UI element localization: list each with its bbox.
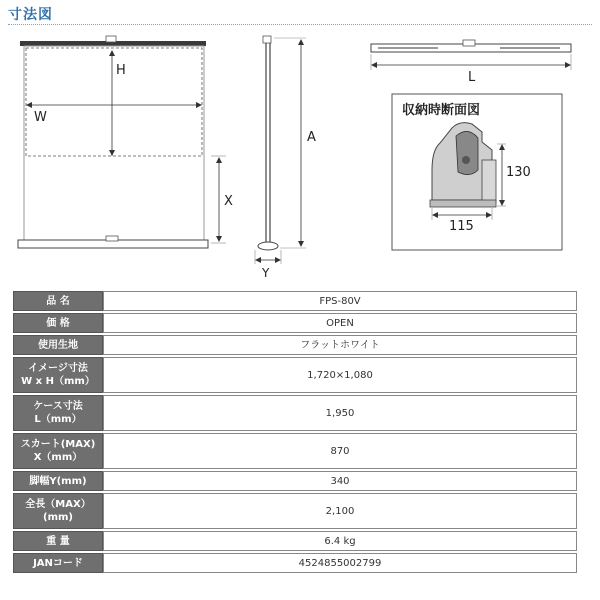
table-row xyxy=(13,313,577,333)
inset-title: 収納時断面図 xyxy=(402,103,481,118)
row-label: ケース寸法 L（mm） xyxy=(13,395,103,431)
table-row xyxy=(13,433,577,469)
row-label: 品 名 xyxy=(13,291,103,311)
table-row xyxy=(13,357,577,393)
table-row xyxy=(13,291,577,311)
table-row xyxy=(13,335,577,355)
row-label: 脚幅Y(mm) xyxy=(13,471,103,491)
dimension-drawing xyxy=(0,0,600,290)
top-hook xyxy=(106,36,116,42)
row-value: 1,950 xyxy=(103,395,577,431)
label-x: X xyxy=(224,194,233,209)
row-value: 340 xyxy=(103,471,577,491)
row-value: FPS-80V xyxy=(103,291,577,311)
inset-height-label: 130 xyxy=(506,165,531,180)
row-value: 6.4 kg xyxy=(103,531,577,551)
label-a: A xyxy=(307,130,316,145)
table-row xyxy=(13,493,577,529)
label-h: H xyxy=(116,63,126,78)
table-row xyxy=(13,471,577,491)
row-value: 870 xyxy=(103,433,577,469)
cross-section-inset xyxy=(392,94,562,250)
row-label: 使用生地 xyxy=(13,335,103,355)
label-l: L xyxy=(468,70,476,85)
row-value: 1,720×1,080 xyxy=(103,357,577,393)
spec-table xyxy=(13,289,577,575)
side-view xyxy=(255,36,316,280)
row-value: OPEN xyxy=(103,313,577,333)
row-label: スカート(MAX) X（mm） xyxy=(13,433,103,469)
inset-width-label: 115 xyxy=(449,219,474,234)
row-label: 価 格 xyxy=(13,313,103,333)
row-label: 重 量 xyxy=(13,531,103,551)
front-view xyxy=(18,36,233,248)
row-value: 4524855002799 xyxy=(103,553,577,573)
label-w: W xyxy=(34,110,47,125)
row-value: 2,100 xyxy=(103,493,577,529)
row-label: JANコード xyxy=(13,553,103,573)
table-row xyxy=(13,553,577,573)
top-view xyxy=(371,40,571,85)
row-label: イメージ寸法 W x H（mm） xyxy=(13,357,103,393)
label-y: Y xyxy=(262,266,270,280)
section-title: 寸法図 xyxy=(8,7,53,23)
row-label: 全長（MAX） (mm) xyxy=(13,493,103,529)
row-value: フラットホワイト xyxy=(103,335,577,355)
table-row xyxy=(13,531,577,551)
screen-surface xyxy=(24,46,204,240)
table-row xyxy=(13,395,577,431)
